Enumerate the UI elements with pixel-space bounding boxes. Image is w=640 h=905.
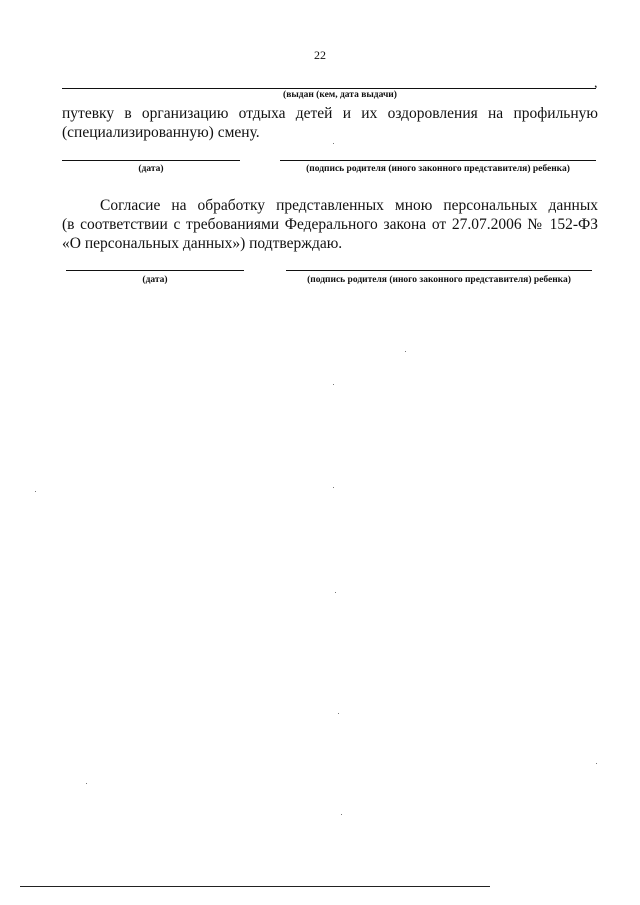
scan-speck (341, 814, 342, 815)
consent-line-1: Согласие на обработку представленных мною персональных данных (100, 197, 598, 214)
signature-caption-2: (подпись родителя (иного законного представителя) ребенка) (307, 275, 571, 285)
issued-by-caption: (выдан (кем, дата выдачи) (283, 90, 397, 100)
date-line-2 (66, 270, 244, 271)
scan-speck (333, 487, 334, 488)
signature-line-1 (280, 160, 596, 161)
scan-speck (333, 143, 334, 144)
scan-speck (333, 384, 334, 385)
consent-paragraph (62, 196, 598, 253)
issued-by-line (62, 88, 596, 89)
date-caption-1: (дата) (138, 164, 164, 174)
scan-speck (86, 783, 87, 784)
page-number: 22 (314, 48, 326, 62)
date-line-1 (62, 160, 240, 161)
voucher-paragraph (62, 104, 598, 142)
issued-by-comma: , (594, 76, 598, 91)
voucher-line-1: путевку в организацию отдыха детей и их оздоровления на профильную (62, 105, 598, 122)
scan-speck (338, 713, 339, 714)
scan-speck (405, 351, 406, 352)
scan-bottom-edge (20, 886, 490, 887)
consent-line-2: (в соответствии с требованиями Федерального закона от 27.07.2006 № 152-ФЗ (62, 216, 598, 233)
consent-line-3: «О персональных данных») подтверждаю. (62, 235, 343, 252)
signature-caption-1: (подпись родителя (иного законного представителя) ребенка) (306, 164, 570, 174)
scan-speck (596, 763, 597, 764)
signature-line-2 (286, 270, 592, 271)
voucher-line-2: (специализированную) смену. (62, 124, 260, 141)
date-caption-2: (дата) (142, 275, 168, 285)
scan-speck (35, 491, 36, 492)
scan-speck (335, 592, 336, 593)
